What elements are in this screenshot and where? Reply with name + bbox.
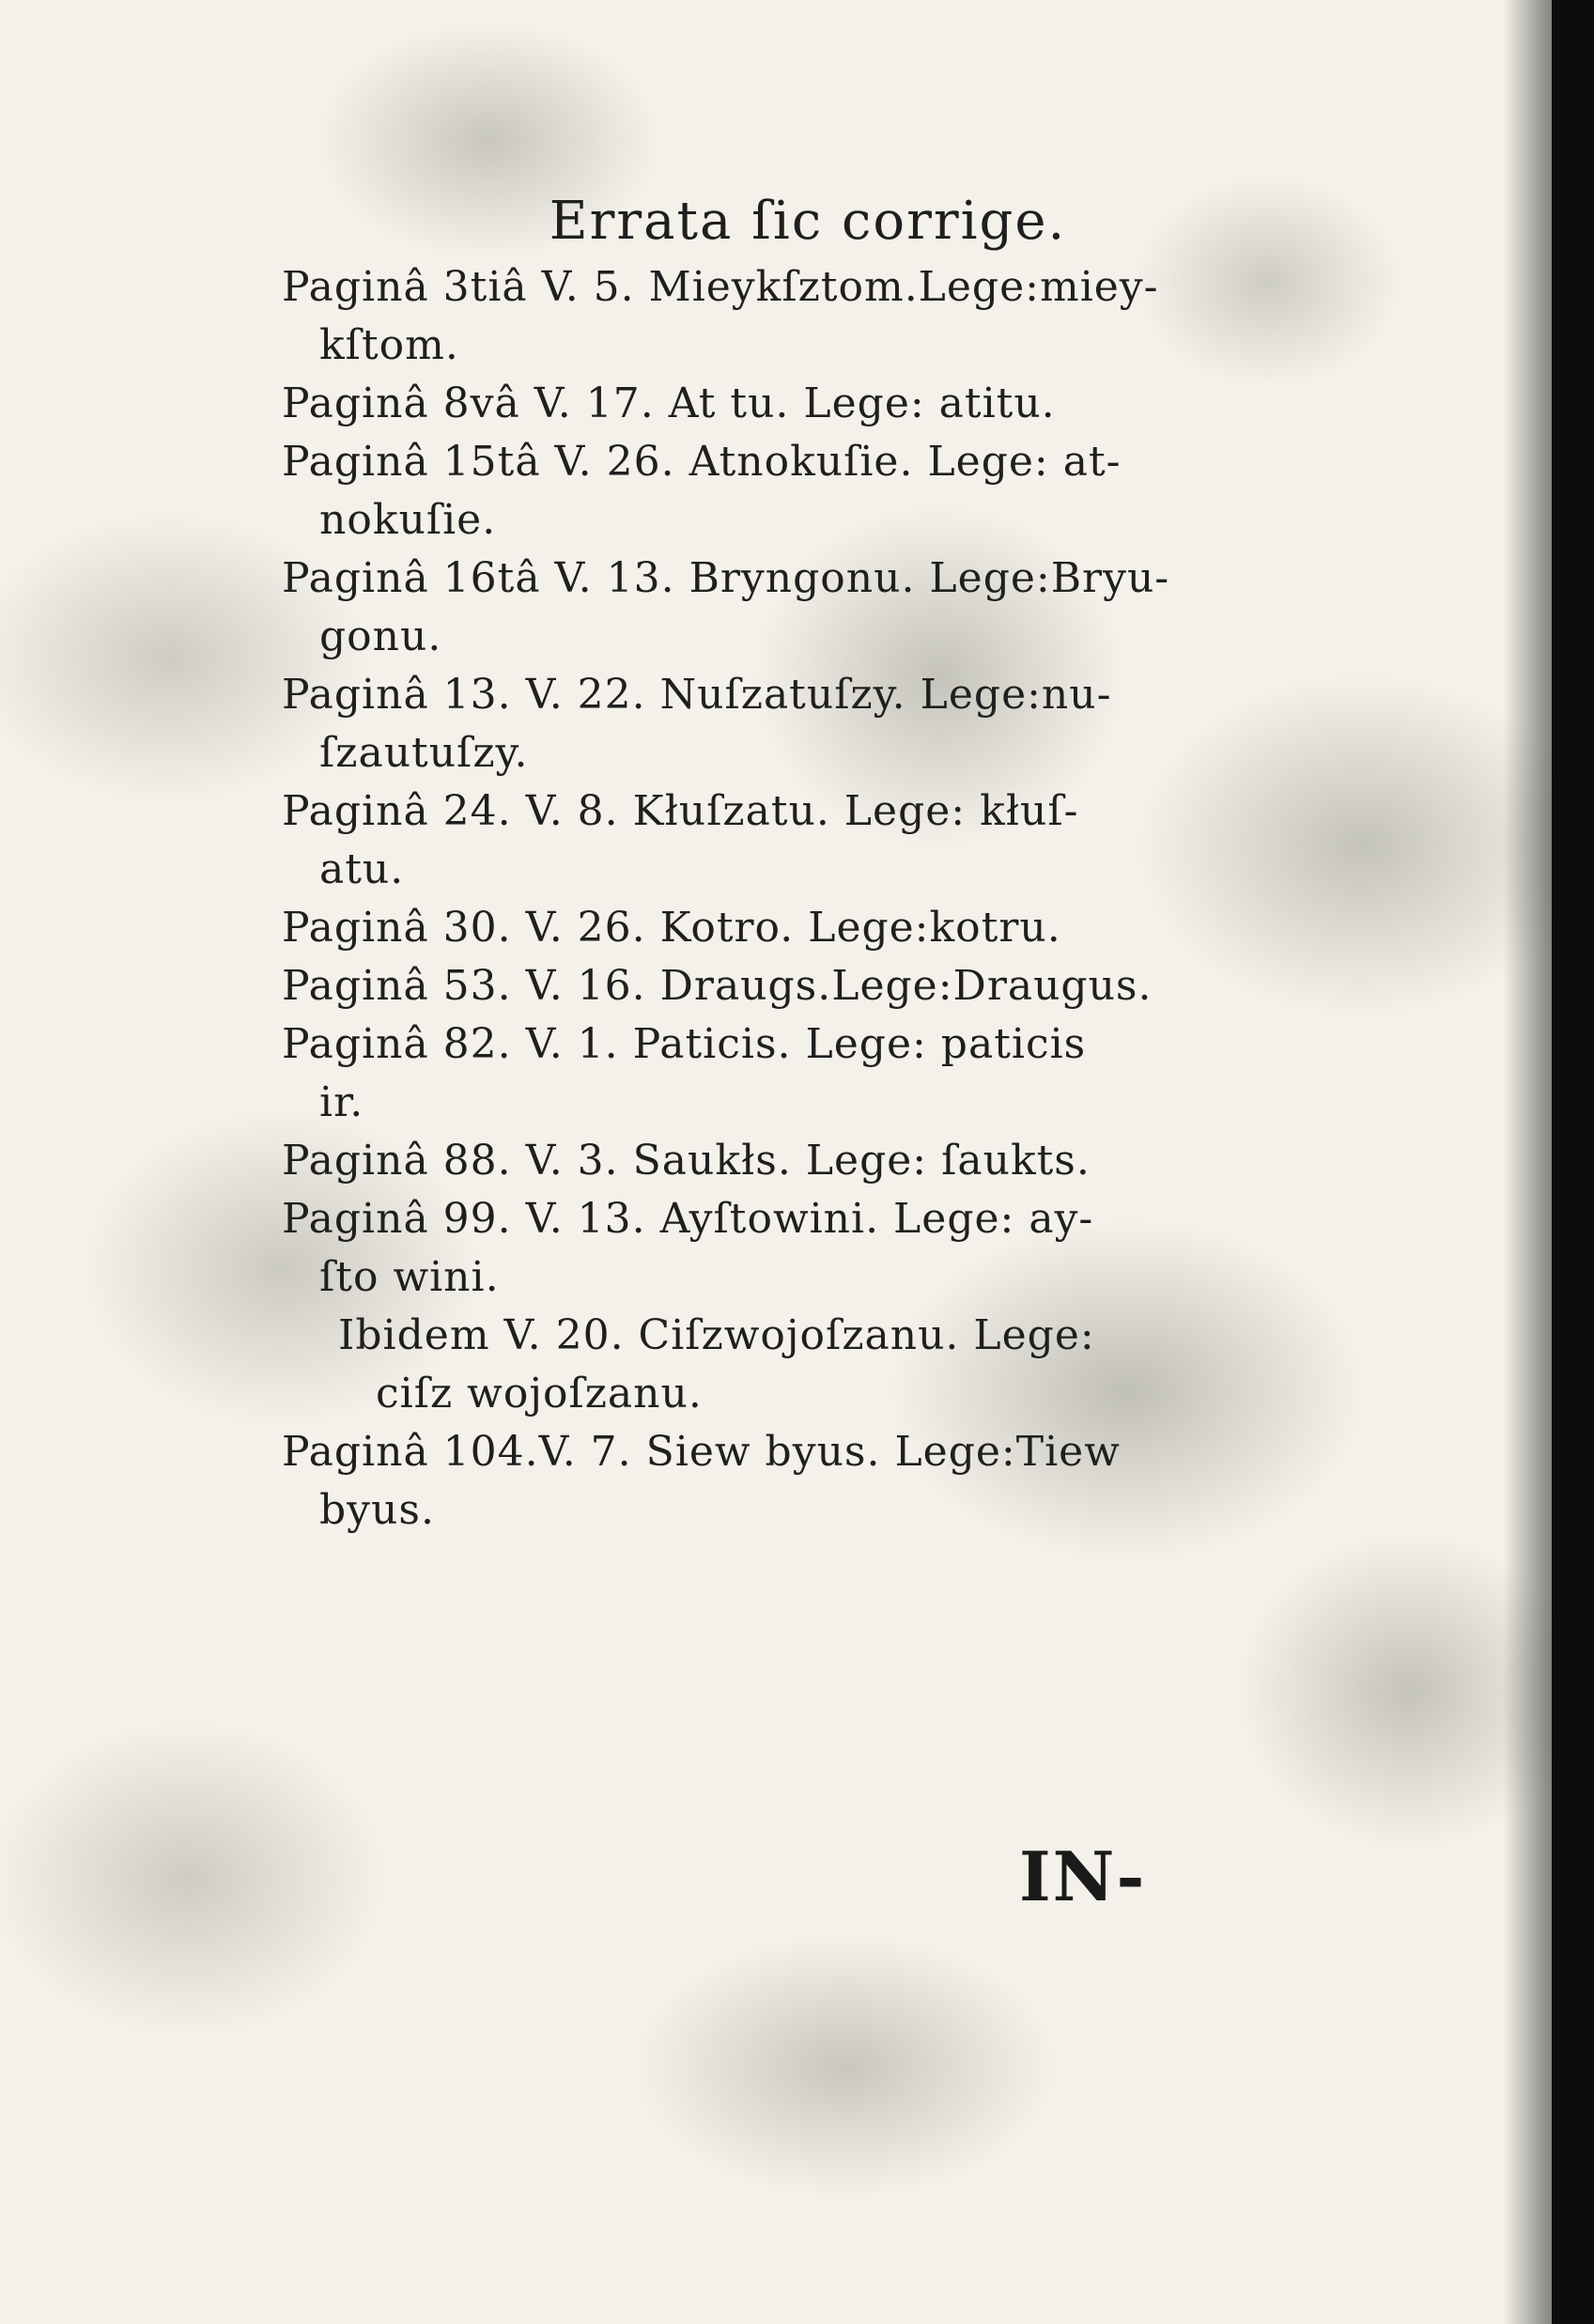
errata-entry-continuation: gonu. bbox=[319, 612, 442, 660]
errata-entry bbox=[282, 666, 1277, 782]
errata-entry bbox=[282, 1307, 1277, 1423]
errata-title: Errata ſic corrige. bbox=[549, 191, 1067, 252]
catchword: IN- bbox=[1019, 1836, 1147, 1916]
errata-entry bbox=[282, 258, 1277, 375]
errata-entry-line: Paginâ 53. V. 16. Draugs.Lege:Draugus. bbox=[282, 962, 1153, 1010]
errata-entry bbox=[282, 375, 1277, 433]
errata-entry-continuation: byus. bbox=[319, 1486, 435, 1534]
errata-entry bbox=[282, 1190, 1277, 1307]
errata-entry-continuation: ciſz wojoſzanu. bbox=[376, 1370, 703, 1418]
errata-entry-line: Paginâ 8vâ V. 17. At tu. Lege: atitu. bbox=[282, 380, 1056, 427]
errata-text-block bbox=[282, 193, 1277, 1540]
errata-entry bbox=[282, 899, 1277, 957]
errata-entry bbox=[282, 782, 1277, 899]
errata-entry-line: Paginâ 24. V. 8. Kłuſzatu. Lege: kłuſ- bbox=[282, 787, 1079, 835]
errata-entry-line: Paginâ 99. V. 13. Ayſtowini. Lege: ay- bbox=[282, 1195, 1094, 1243]
errata-entry-line: Paginâ 16tâ V. 13. Bryngonu. Lege:Bryu- bbox=[282, 554, 1170, 602]
errata-entry-continuation: atu. bbox=[319, 845, 405, 893]
errata-entry bbox=[282, 550, 1277, 666]
errata-entry-line: Paginâ 15tâ V. 26. Atnokuſie. Lege: at- bbox=[282, 438, 1122, 486]
errata-entry-line: Paginâ 82. V. 1. Paticis. Lege: paticis bbox=[282, 1020, 1087, 1068]
errata-entry-line: Ibidem V. 20. Ciſzwojoſzanu. Lege: bbox=[338, 1311, 1095, 1359]
errata-entry-line: Paginâ 30. V. 26. Kotro. Lege:kotru. bbox=[282, 904, 1061, 952]
errata-entry-line: Paginâ 3tiâ V. 5. Mieykſztom.Lege:miey- bbox=[282, 263, 1159, 311]
errata-entry-continuation: ir. bbox=[319, 1078, 364, 1126]
errata-entry bbox=[282, 1423, 1277, 1540]
errata-entry-line: Paginâ 88. V. 3. Saukłs. Lege: ſaukts. bbox=[282, 1137, 1091, 1185]
errata-entry bbox=[282, 957, 1277, 1015]
errata-entry-continuation: kſtom. bbox=[319, 321, 459, 369]
errata-entry-continuation: ſzautuſzy. bbox=[319, 729, 529, 777]
page-gutter-shadow bbox=[1503, 0, 1552, 2324]
errata-entry-continuation: nokuſie. bbox=[319, 496, 497, 544]
errata-entry bbox=[282, 1132, 1277, 1190]
errata-entry-continuation: ſto wini. bbox=[319, 1253, 500, 1301]
errata-entry-line: Paginâ 104.V. 7. Siew byus. Lege:Tiew bbox=[282, 1428, 1121, 1476]
errata-entry bbox=[282, 433, 1277, 550]
errata-entry bbox=[282, 1015, 1277, 1132]
errata-entry-line: Paginâ 13. V. 22. Nuſzatuſzy. Lege:nu- bbox=[282, 671, 1112, 719]
